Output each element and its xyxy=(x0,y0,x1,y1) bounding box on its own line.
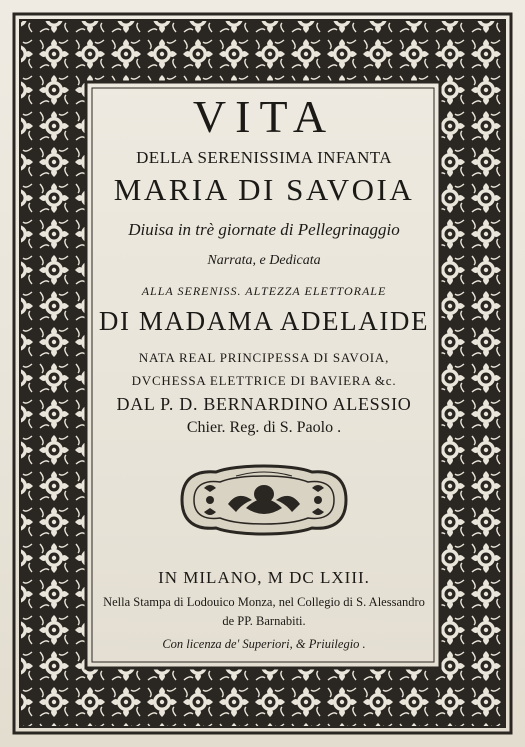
imprint-license: Con licenza de' Superiori, & Priuilegio . xyxy=(162,637,366,651)
author-order-line: Chier. Reg. di S. Paolo . xyxy=(186,419,342,436)
imprint-printer-line-1: Nella Stampa di Lodouico Monza, nel Collegio di S. Alessandro xyxy=(103,595,425,609)
title-text-block xyxy=(96,88,432,666)
author-line: DAL P. D. BERNARDINO ALESSIO xyxy=(116,394,412,414)
subtitle-line-1: DELLA SERENISSIMA INFANTA xyxy=(136,148,392,167)
dedication-line-2: NATA REAL PRINCIPESSA DI SAVOIA, xyxy=(138,350,390,365)
imprint-printer-line-2: de PP. Barnabiti. xyxy=(222,614,306,628)
imprint-place-date: IN MILANO, M DC LXIII. xyxy=(158,568,370,587)
dedication-line-3: DVCHESSA ELETTRICE DI BAVIERA &c. xyxy=(131,373,397,388)
main-title: VITA xyxy=(192,91,336,142)
subtitle-line-3: Narrata, e Dedicata xyxy=(207,253,321,268)
subtitle-line-2: Diuisa in trè giornate di Pellegrinaggio xyxy=(128,220,400,239)
printer-device-emblem-icon xyxy=(176,460,352,540)
dedication-line-1: ALLA SERENISS. ALTEZZA ELETTORALE xyxy=(141,284,387,298)
subject-name: MARIA DI SAVOIA xyxy=(113,172,415,207)
dedication-name: DI MADAMA ADELAIDE xyxy=(98,306,430,336)
